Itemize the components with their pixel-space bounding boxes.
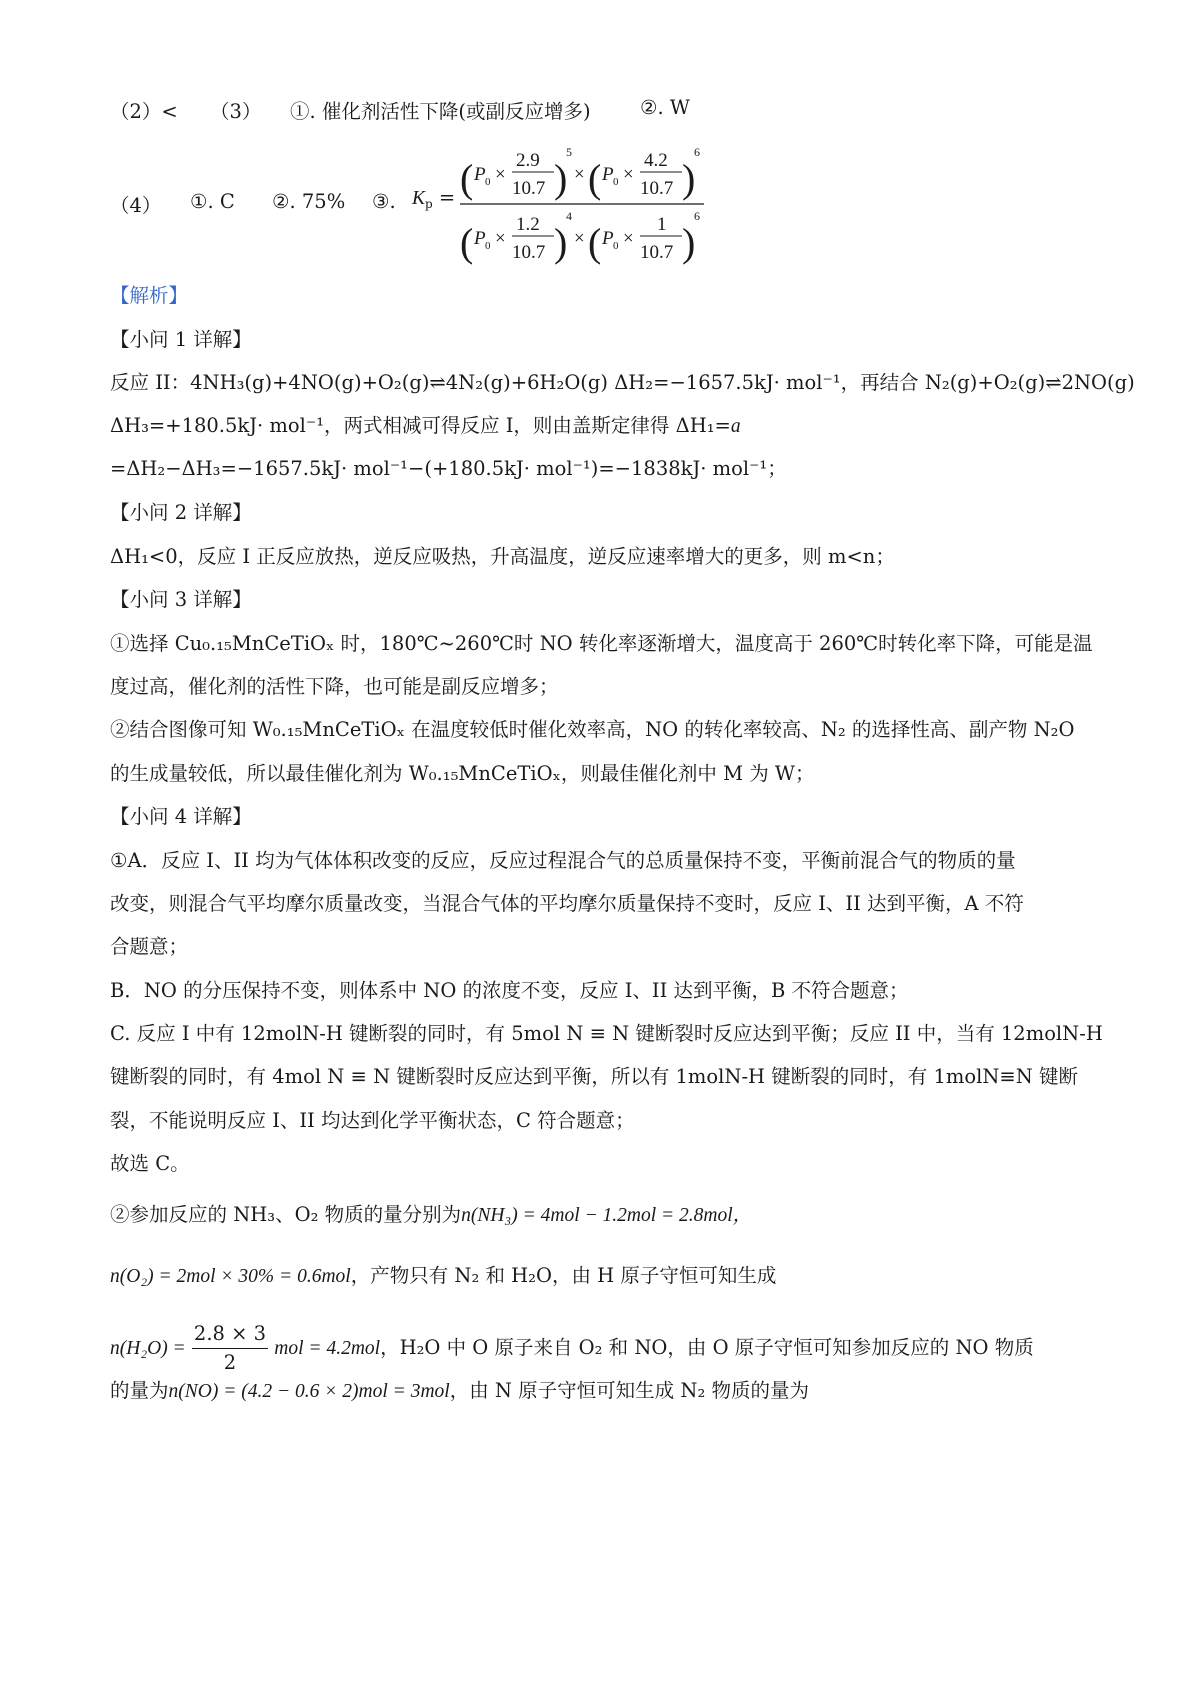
svg-text:0: 0 [613,240,619,252]
answer-q4-label: （4） [110,194,162,217]
analysis-title: 【解析】 [110,284,189,307]
svg-text:×: × [495,164,506,185]
answer-q4-3-prefix: ③. [372,190,396,213]
exp-2: 6 [694,145,700,159]
section-4-line-6: 键断裂的同时，有 4mol N ≡ N 键断裂时反应达到平衡，所以有 1molN-H 键断裂的同时，有 1molN≡N 键断 [110,1065,1078,1088]
num-value-1: 2.9 [516,150,540,171]
section-1-line-2: ΔH₃=+180.5kJ· mol⁻¹，两式相减可得反应 I，则由盖斯定律得 ΔH₁=a [110,414,741,437]
svg-text:0: 0 [485,176,491,188]
svg-text:×: × [574,228,585,249]
n-o2-equation: n(O₂) = 2mol × 30% = 0.6mol [110,1266,351,1287]
den-value-2: 10.7 [640,178,674,199]
section-4-line-10: n(O₂) = 2mol × 30% = 0.6mol，产物只有 N₂ 和 H₂O，由 H 原子守恒可知生成 [110,1264,777,1287]
section-4-line-11: n(H₂O) = $\frac{2.8 \times 3}{2}$ mol = 4.2mol，H₂O 中 O 原子来自 O₂ 和 NO，由 O 原子守恒可知参加反应的 NO 物质 [110,1322,1034,1374]
section-3-line-3: ②结合图像可知 W₀.₁₅MnCeTiOₓ 在温度较低时催化效率高，NO 的转化率较高、N₂ 的选择性高、副产物 N₂O [110,718,1075,741]
section-4-line-5: C. 反应 I 中有 12molN-H 键断裂的同时，有 5mol N ≡ N 键断裂时反应达到平衡；反应 II 中，当有 12molN-H [110,1022,1103,1045]
svg-text:P: P [602,164,614,185]
section-2-line-1: ΔH₁<0，反应 I 正反应放热，逆反应吸热，升高温度，逆反应速率增大的更多，则 m<n； [110,545,895,568]
svg-text:P: P [474,228,486,249]
num-value-2: 4.2 [644,150,668,171]
svg-text:P: P [602,228,614,249]
section-2-title: 【小问 2 详解】 [110,501,252,524]
den-value-4: 10.7 [640,242,674,263]
svg-text:×: × [495,228,506,249]
section-3-line-1: ①选择 Cu₀.₁₅MnCeTiOₓ 时，180℃~260℃时 NO 转化率逐渐增大，温度高于 260℃时转化率下降，可能是温 [110,632,1093,655]
h2o-fraction: $\frac{2.8 \times 3}{2}$ [193,1322,267,1374]
section-3-title: 【小问 3 详解】 [110,588,252,611]
section-4-line-3: 合题意； [110,935,189,958]
svg-text:): ) [554,220,568,265]
answer-q4-1: ①. C [190,190,235,213]
section-1-title: 【小问 1 详解】 [110,328,252,351]
answer-q4-2: ②. 75% [272,190,346,213]
section-1-line-3: =ΔH₂−ΔH₃=−1657.5kJ· mol⁻¹−(+180.5kJ· mol⁻¹)=−1838kJ· mol⁻¹； [110,457,787,480]
kp-fraction [458,142,708,272]
svg-text:(: ( [588,156,602,201]
section-3-line-4: 的生成量较低，所以最佳催化剂为 W₀.₁₅MnCeTiOₓ，则最佳催化剂中 M 为 W； [110,762,815,785]
section-4-line-1: ①A．反应 I、II 均为气体体积改变的反应，反应过程混合气的总质量保持不变，平衡前混合气的物质的量 [110,849,1016,872]
section-4-line-7: 裂，不能说明反应 I、II 均达到化学平衡状态，C 符合题意； [110,1109,635,1132]
num-value-4: 1 [657,214,667,235]
section-4-title: 【小问 4 详解】 [110,805,252,828]
answer-q3-1: ①. 催化剂活性下降(或副反应增多) [290,100,591,123]
section-1-line-1: 反应 II：4NH₃(g)+4NO(g)+O₂(g)⇌4N₂(g)+6H₂O(g) ΔH₂=−1657.5kJ· mol⁻¹，再结合 N₂(g)+O₂(g)⇌2NO(g) [110,371,1135,394]
section-4-line-9: ②参加反应的 NH₃、O₂ 物质的量分别为n(NH₃) = 4mol − 1.2mol = 2.8mol， [110,1203,753,1226]
answer-q3-2: ②. W [640,96,690,119]
section-4-line-2: 改变，则混合气平均摩尔质量改变，当混合气体的平均摩尔质量保持不变时，反应 I、II 达到平衡，A 不符 [110,892,1024,915]
den-value-1: 10.7 [512,178,546,199]
num-value-3: 1.2 [516,214,540,235]
answer-q3-label: （3） [210,100,262,123]
section-4-line-12: 的量为n(NO) = (4.2 − 0.6 × 2)mol = 3mol，由 N 原子守恒可知生成 N₂ 物质的量为 [110,1379,809,1402]
answer-q2: （2）< [110,100,178,123]
den-value-3: 10.7 [512,242,546,263]
svg-text:×: × [623,164,634,185]
exp-1: 5 [566,145,572,159]
svg-text:): ) [682,220,696,265]
exp-3: 4 [566,209,572,223]
svg-text:0: 0 [613,176,619,188]
n-no-equation: n(NO) = (4.2 − 0.6 × 2)mol = 3mol [168,1381,450,1402]
svg-text:): ) [682,156,696,201]
svg-text:(: ( [460,220,474,265]
kp-symbol: $K_p$ = [412,186,456,211]
svg-text:(: ( [460,156,474,201]
svg-text:0: 0 [485,240,491,252]
section-4-line-4: B．NO 的分压保持不变，则体系中 NO 的浓度不变，反应 I、II 达到平衡，B 不符合题意； [110,979,909,1002]
section-4-line-8: 故选 C。 [110,1152,190,1175]
p0-symbol: P [474,164,486,185]
exp-4: 6 [694,209,700,223]
svg-text:×: × [574,164,585,185]
section-3-line-2: 度过高，催化剂的活性下降，也可能是副反应增多； [110,675,559,698]
n-nh3-equation: n(NH₃) = 4mol − 1.2mol = 2.8mol， [461,1205,753,1226]
svg-text:): ) [554,156,568,201]
svg-text:(: ( [588,220,602,265]
svg-text:×: × [623,228,634,249]
